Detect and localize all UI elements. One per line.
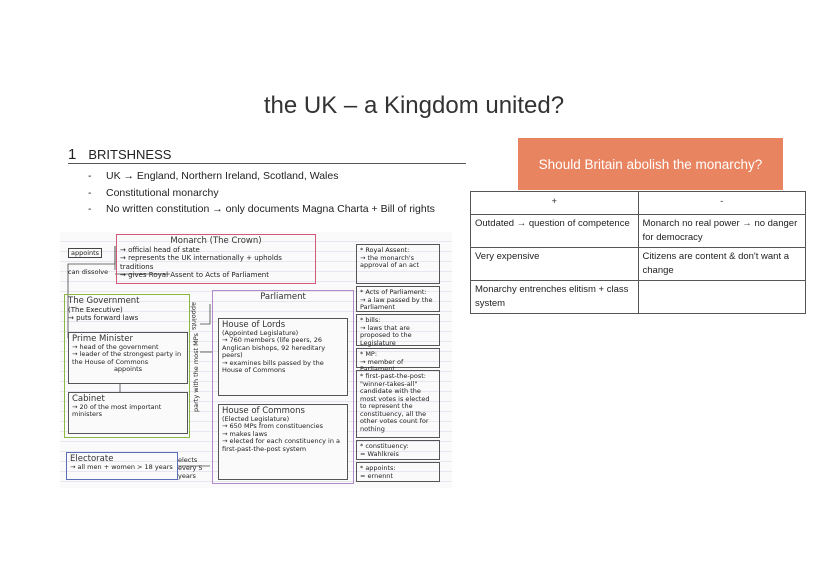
government-box: The Government (The Executive) → puts forward laws — [64, 294, 190, 438]
definition-mp: * MP: → member of Parliament — [356, 348, 440, 368]
page-title: the UK – a Kingdom united? — [263, 92, 565, 119]
house-of-commons-box: House of Commons (Elected Legislature) → 650 MPs from constituencies → makes laws → elected for each constituency in a first-past-the-post system — [218, 404, 348, 480]
elects-label: elects every 5 years — [178, 456, 203, 480]
handwritten-diagram — [60, 232, 452, 488]
definition-first-past-the-post: * first-past-the-post: "winner-takes-all" candidate with the most votes is elected to represent the constituency, all the other votes count for nothing — [356, 370, 440, 438]
pros-cons-table — [470, 191, 806, 314]
table-cell: Monarch no real power → no danger for democracy — [638, 215, 806, 248]
list-item: - No written constitution → only documents Magna Charta + Bill of rights — [88, 203, 435, 215]
definition-appoints: * appoints: = ernennt — [356, 462, 440, 482]
definition-constituency: * constituency: = Wahlkreis — [356, 440, 440, 460]
table-row — [471, 248, 806, 281]
definition-acts-of-parliament: * Acts of Parliament: → a law passed by the Parliament — [356, 286, 440, 312]
section-number: 1 — [68, 146, 77, 163]
section-title: BRITSHNESS — [88, 147, 172, 162]
bullet-list — [88, 168, 435, 218]
parliament-side-label: appoints — [190, 302, 198, 331]
definition-bills: * bills: → laws that are proposed to the Legislature — [356, 314, 440, 346]
question-box: Should Britain abolish the monarchy? — [518, 138, 783, 190]
house-of-lords-box: House of Lords (Appointed Legislature) → 760 members (life peers, 26 Anglican bishops, 92 hereditary peers) → examines bills passed by the House of Commons — [218, 318, 348, 396]
table-cell: Outdated → question of competence — [471, 215, 639, 248]
appoints-label: appoints — [68, 248, 102, 258]
table-row — [471, 281, 806, 314]
definition-royal-assent: * Royal Assent: → the monarch's approval of an act — [356, 244, 440, 284]
table-header-con: - — [638, 192, 806, 215]
parliament-box: Parliament — [212, 290, 354, 484]
table-cell: Very expensive — [471, 248, 639, 281]
electorate-box: Electorate → all men + women > 18 years — [66, 452, 178, 480]
table-header-pro: + — [471, 192, 639, 215]
monarch-box: Monarch (The Crown) → official head of state → represents the UK internationally + upholds traditions → gives Royal Assent to Acts of Parliament — [116, 234, 316, 284]
can-dissolve-label: can dissolve — [68, 268, 109, 276]
list-item: - Constitutional monarchy — [88, 186, 219, 199]
table-row — [471, 215, 806, 248]
table-cell — [638, 281, 806, 314]
prime-minister-box: Prime Minister → head of the government → leader of the strongest party in the House of Commons appoints — [68, 332, 188, 384]
cabinet-box: Cabinet → 20 of the most important ministers — [68, 392, 188, 434]
table-cell: Citizens are content & don't want a change — [638, 248, 806, 281]
list-item: - UK → England, Northern Ireland, Scotland, Wales — [88, 170, 339, 182]
party-label: party with the most MPs — [192, 333, 200, 412]
table-cell: Monarchy entrenches elitism + class system — [471, 281, 639, 314]
section-heading — [68, 146, 466, 164]
